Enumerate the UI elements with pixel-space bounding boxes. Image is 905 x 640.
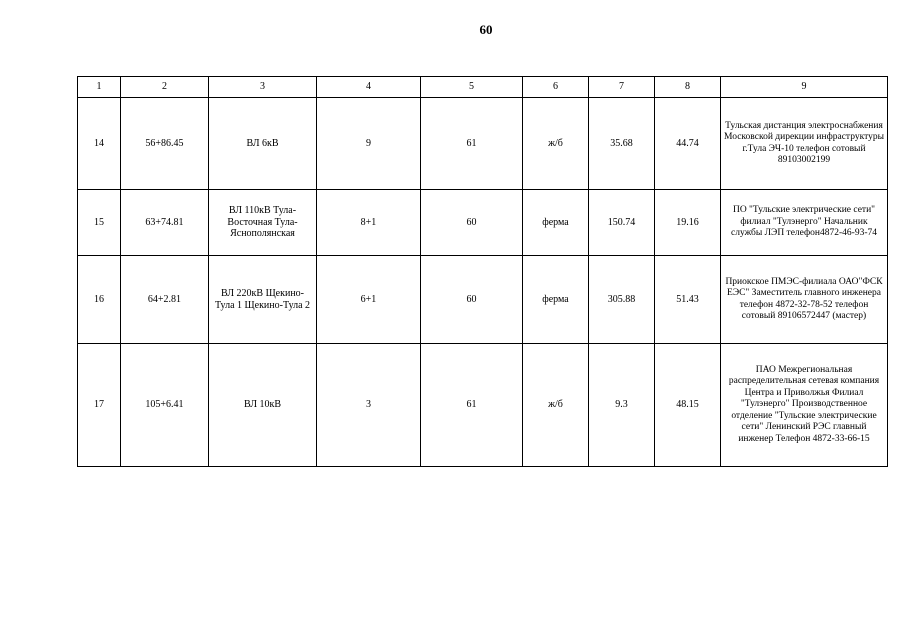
owner-contact-cell: ПАО Межрегиональная распределительная сетевая компания Центра и Приволжья Филиал "Тулэнерго" Производственное отделение "Тульские электрические сети" Ленинский РЭС главный инженер Телефон 4872-33-66-15 (721, 344, 888, 467)
column-header: 5 (421, 77, 523, 98)
column-header: 4 (317, 77, 421, 98)
distance-2-cell: 51.43 (655, 256, 721, 344)
owner-contact-cell: ПО "Тульские электрические сети" филиал "Тулэнерго" Начальник службы ЛЭП телефон4872-46-93-74 (721, 190, 888, 256)
column-header: 6 (523, 77, 589, 98)
wires-cell: 8+1 (317, 190, 421, 256)
distance-1-cell: 150.74 (589, 190, 655, 256)
column-header: 1 (78, 77, 121, 98)
column-header: 2 (121, 77, 209, 98)
row-number-cell: 15 (78, 190, 121, 256)
picket-cell: 56+86.45 (121, 98, 209, 190)
table-header-row (78, 77, 888, 98)
wires-cell: 9 (317, 98, 421, 190)
angle-cell: 61 (421, 344, 523, 467)
support-type-cell: ж/б (523, 344, 589, 467)
column-header: 9 (721, 77, 888, 98)
support-type-cell: ж/б (523, 98, 589, 190)
wires-cell: 6+1 (317, 256, 421, 344)
column-header: 8 (655, 77, 721, 98)
angle-cell: 60 (421, 256, 523, 344)
column-header: 3 (209, 77, 317, 98)
owner-contact-cell: Тульская дистанция электроснабжения Московской дирекции инфраструктуры г.Тула ЭЧ-10 телефон сотовый 89103002199 (721, 98, 888, 190)
table-row (78, 256, 888, 344)
wires-cell: 3 (317, 344, 421, 467)
distance-2-cell: 48.15 (655, 344, 721, 467)
column-header: 7 (589, 77, 655, 98)
angle-cell: 60 (421, 190, 523, 256)
line-name-cell: ВЛ 110кВ Тула-Восточная Тула-Яснополянская (209, 190, 317, 256)
table-row (78, 344, 888, 467)
table-row (78, 98, 888, 190)
distance-1-cell: 9.3 (589, 344, 655, 467)
distance-2-cell: 19.16 (655, 190, 721, 256)
picket-cell: 64+2.81 (121, 256, 209, 344)
picket-cell: 63+74.81 (121, 190, 209, 256)
distance-1-cell: 305.88 (589, 256, 655, 344)
row-number-cell: 17 (78, 344, 121, 467)
line-name-cell: ВЛ 220кВ Щекино-Тула 1 Щекино-Тула 2 (209, 256, 317, 344)
angle-cell: 61 (421, 98, 523, 190)
line-name-cell: ВЛ 6кВ (209, 98, 317, 190)
line-name-cell: ВЛ 10кВ (209, 344, 317, 467)
table-row (78, 190, 888, 256)
owner-contact-cell: Приокское ПМЭС-филиала ОАО"ФСК ЕЭС" Заместитель главного инженера телефон 4872-32-78-52 телефон сотовый 89106572447 (мастер) (721, 256, 888, 344)
picket-cell: 105+6.41 (121, 344, 209, 467)
crossings-table (77, 76, 888, 467)
row-number-cell: 14 (78, 98, 121, 190)
distance-1-cell: 35.68 (589, 98, 655, 190)
support-type-cell: ферма (523, 190, 589, 256)
support-type-cell: ферма (523, 256, 589, 344)
page-number: 60 (479, 22, 493, 37)
distance-2-cell: 44.74 (655, 98, 721, 190)
row-number-cell: 16 (78, 256, 121, 344)
